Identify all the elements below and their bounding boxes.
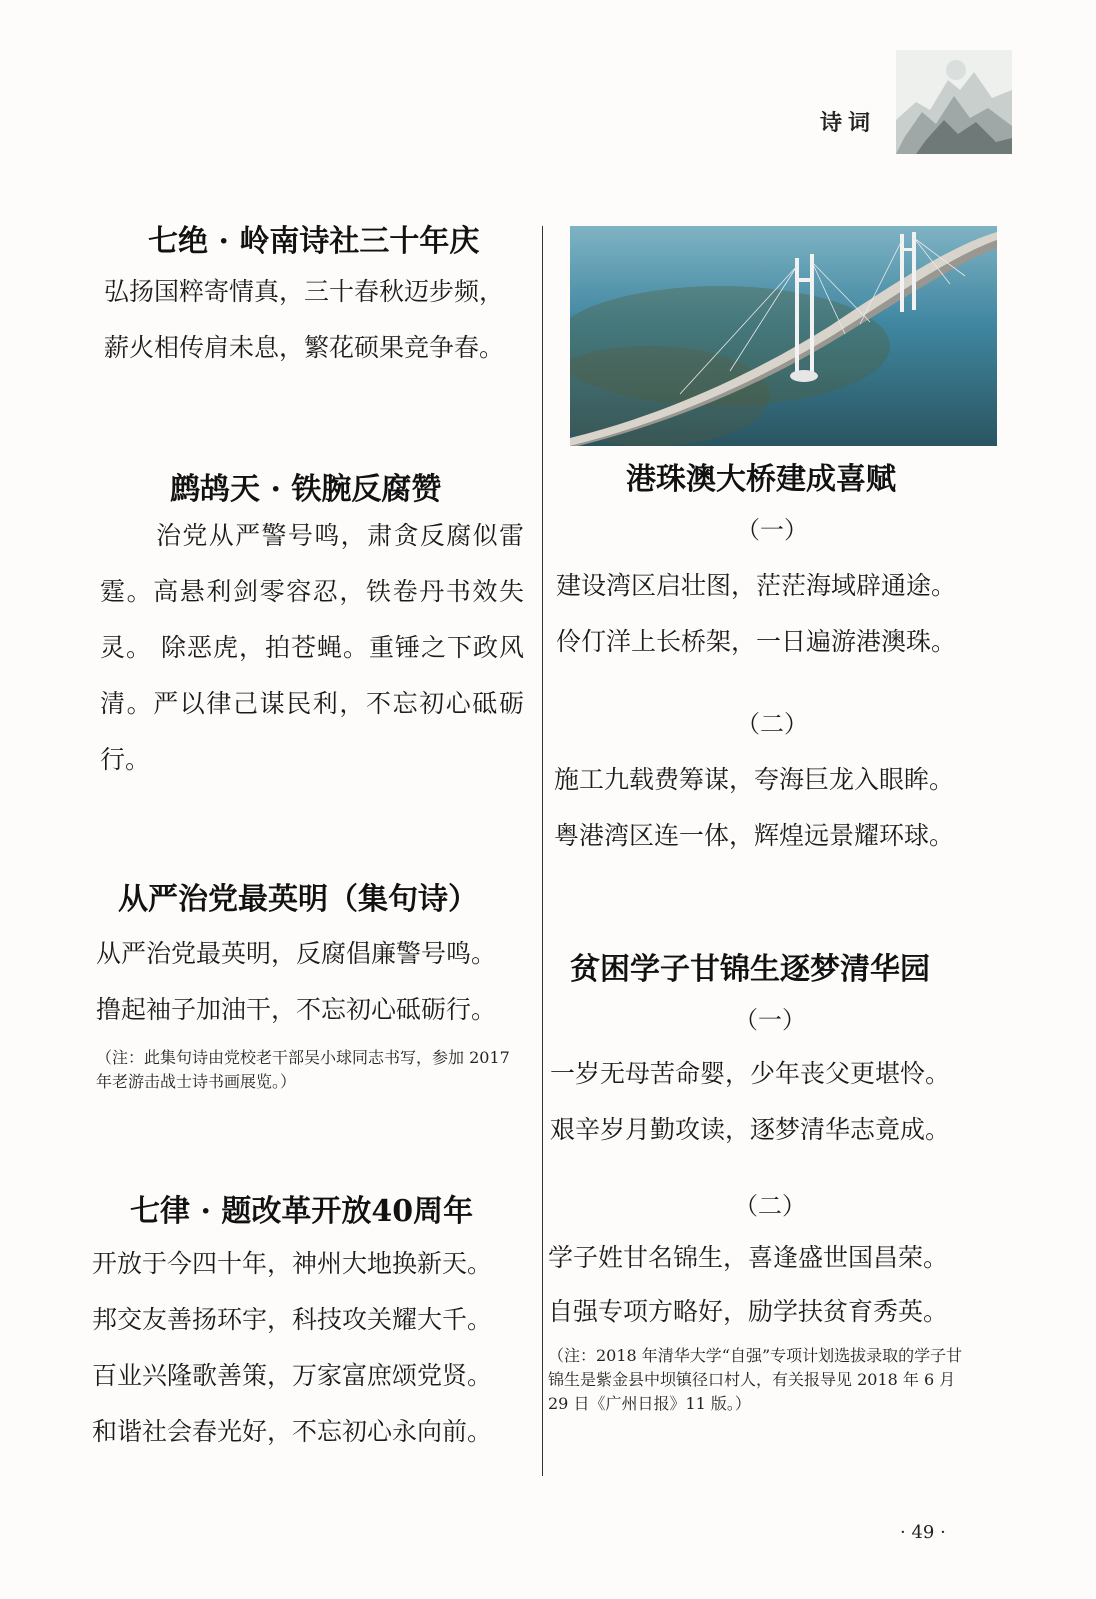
poem-line: 和谐社会春光好，不忘初心永向前。 (92, 1417, 493, 1446)
poem-title: 鹧鸪天 · 铁腕反腐赞 (170, 472, 442, 507)
section-header (780, 50, 1020, 170)
poem-title: 港珠澳大桥建成喜赋 (626, 462, 896, 497)
poem-line: 施工九载费筹谋，夸海巨龙入眼眸。 (554, 765, 955, 794)
poem-line: 伶仃洋上长桥架，一日遍游港澳珠。 (556, 627, 957, 656)
column-divider (542, 226, 543, 1476)
poem-title: 七绝 · 岭南诗社三十年庆 (148, 224, 480, 259)
bridge-photo (570, 226, 997, 446)
poem-title: 贫困学子甘锦生逐梦清华园 (570, 952, 930, 987)
annotation-note: （注：此集句诗由党校老干部吴小球同志书写，参加 2017 年老游击战士诗书画展览。） (96, 1048, 510, 1091)
poem-line: 弘扬国粹寄情真，三十春秋迈步频， (104, 277, 505, 306)
poem-line: 从严治党最英明，反腐倡廉警号鸣。 (96, 939, 497, 968)
poem-line: 学子姓甘名锦生，喜逢盛世国昌荣。 (548, 1243, 949, 1272)
poem-line: 邦交友善扬环宇，科技攻关耀大千。 (92, 1305, 493, 1334)
section-number: （一） (734, 1006, 806, 1034)
annotation-note: （注：2018 年清华大学“自强”专项计划选拔录取的学子甘锦生是紫金县中坝镇径口村人，有关报导见 2018 年 6 月 29 日《广州日报》11 版。） (548, 1346, 963, 1413)
poem-paragraph: 治党从严警号鸣，肃贪反腐似雷霆。高悬利剑零容忍，铁卷丹书效失灵。 除恶虎，拍苍蝇。重锤之下政风清。严以律己谋民利，不忘初心砥砺行。 (100, 521, 524, 774)
section-label: 诗词 (820, 110, 877, 136)
page-number: · 49 · (900, 1522, 946, 1543)
poem-title: 从严治党最英明（集句诗） (118, 882, 478, 917)
poem-line: 粤港湾区连一体，辉煌远景耀环球。 (554, 821, 955, 850)
poem-line: 撸起袖子加油干，不忘初心砥砺行。 (96, 995, 497, 1024)
poem-line: 开放于今四十年，神州大地换新天。 (92, 1249, 493, 1278)
section-number: （二） (736, 710, 808, 738)
poem-line: 建设湾区启壮图，茫茫海域辟通途。 (556, 571, 957, 600)
section-number: （二） (734, 1192, 806, 1220)
poem-line: 一岁无母苦命婴，少年丧父更堪怜。 (550, 1059, 951, 1088)
section-number: （一） (736, 516, 808, 544)
landscape-ornament-icon (896, 50, 1012, 154)
poem-title: 七律 · 题改革开放40周年 (130, 1194, 474, 1229)
poem-line: 薪火相传肩未息，繁花硕果竞争春。 (104, 333, 505, 362)
poem-line: 艰辛岁月勤攻读，逐梦清华志竟成。 (550, 1115, 951, 1144)
poem-line: 自强专项方略好，励学扶贫育秀英。 (548, 1297, 949, 1326)
poem-line: 百业兴隆歌善策，万家富庶颂党贤。 (92, 1361, 493, 1390)
